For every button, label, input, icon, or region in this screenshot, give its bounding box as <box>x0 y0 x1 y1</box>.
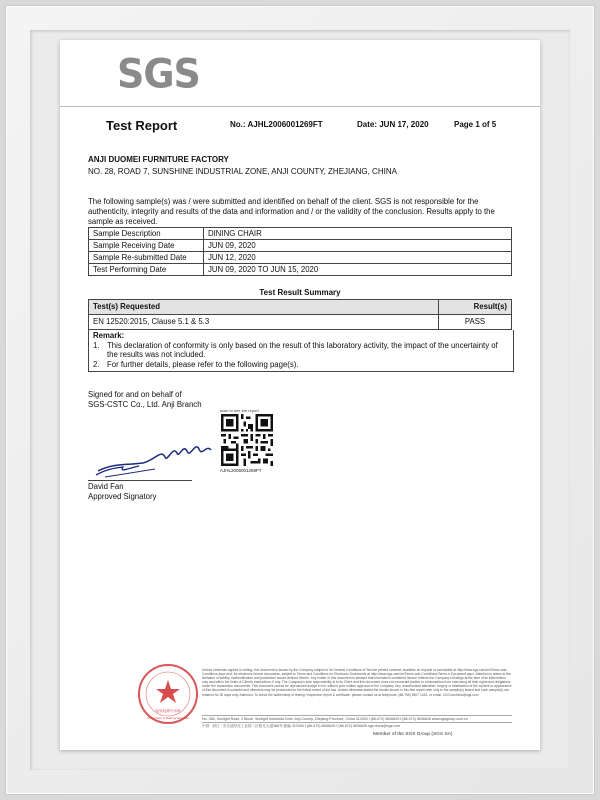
table-row <box>89 240 512 252</box>
remark-number: 2. <box>93 359 100 369</box>
page-number: Page 1 of 5 <box>454 120 497 129</box>
signatory-role: Approved Signatory <box>88 492 157 501</box>
remark-item <box>93 360 509 370</box>
sample-info-table <box>88 227 512 276</box>
table-header-row <box>89 300 512 315</box>
remark-item <box>93 341 509 360</box>
signatory-block <box>88 482 156 502</box>
footer-address-cn: 中国 · 浙江 · 安吉县阳光工业园二区阳光大道366号 邮编 313300 t (86-572) 5636625 f (86-572) 5636626 sgs.china@sgs.com <box>202 722 512 729</box>
summary-title: Test Result Summary <box>259 288 341 297</box>
report-number: No.: AJHL2006001269FT <box>230 120 323 129</box>
table-row <box>89 264 512 276</box>
remark-number: 1. <box>93 340 100 350</box>
client-company: ANJI DUOMEI FURNITURE FACTORY <box>88 155 229 164</box>
official-seal-stamp <box>137 663 199 725</box>
sgs-member-note: Member of the SGS Group (SGS SA) <box>373 732 453 737</box>
test-report-document <box>60 40 540 750</box>
result-summary-table <box>88 299 512 330</box>
stamp-ring-text: Inspection & Testing Services <box>147 716 189 720</box>
cell-label: Sample Re-submitted Date <box>89 252 204 264</box>
cell-label: Test Performing Date <box>89 264 204 276</box>
cell-value: DINING CHAIR <box>204 228 512 240</box>
footer-address-en: No. 366, Sunlight Road, 2 Block, Sunlight Industrial Zone, Anji County, Zhejiang Province, China 313300 t (86-572) 5636625 f (86-572) 5636626 www.sgsgroup.com.cn <box>202 715 512 721</box>
col-header-result: Result(s) <box>439 300 512 315</box>
remark-box <box>88 330 514 372</box>
qr-caption: scan to see the report <box>220 408 259 413</box>
terms-fine-print: Unless otherwise agreed in writing, this document is issued by the Company subject to its General Conditions of Service printed overleaf, available on request or accessible at http://www.sgs.com/en/Terms-and-Conditions.aspx and, for electronic format documents, subject to Terms and Conditions for Electronic Documents at http://www.sgs.com/en/Terms-and-Conditions/Terms-e-Document.aspx. Attention is drawn to the limitation of liability, indemnification and jurisdiction issues defined therein. Any holder of this document is advised that information contained hereon reflects the Company's findings at the time of its intervention only and within the limits of Client's instructions, if any. The Company's sole responsibility is to its Client and this document does not exonerate parties to a transaction from exercising all their rights and obligations under the transaction documents. This document cannot be reproduced except in full, without prior written approval of the Company. Any unauthorized alteration, forgery or falsification of the content or appearance of this document is unlawful and offenders may be prosecuted to the fullest extent of the law. Unless otherwise stated the results shown in this test report refer only to the sample(s) tested and such sample(s) are retained for 30 days only. Attention: To check the authenticity of testing / inspection report & certificate, please contact us at telephone: (86-755) 8307 1443, or email: CN.Doccheck@sgs.com <box>202 668 512 697</box>
remark-title: Remark: <box>93 331 125 340</box>
client-address: NO. 28, ROAD 7, SUNSHINE INDUSTRIAL ZONE, ANJI COUNTY, ZHEJIANG, CHINA <box>88 167 397 176</box>
table-row <box>89 315 512 330</box>
signed-on-behalf <box>88 390 202 410</box>
cell-test: EN 12520:2015, Clause 5.1 & 5.3 <box>89 315 439 330</box>
cell-value: JUN 09, 2020 TO JUN 15, 2020 <box>204 264 512 276</box>
cell-value: JUN 09, 2020 <box>204 240 512 252</box>
cell-value: JUN 12, 2020 <box>204 252 512 264</box>
qr-code-icon[interactable] <box>221 414 273 466</box>
cell-label: Sample Description <box>89 228 204 240</box>
signatory-name: David Fan <box>88 482 124 491</box>
sgs-logo: SGS <box>117 50 200 98</box>
signed-line-2: SGS-CSTC Co., Ltd. Anji Branch <box>88 400 202 409</box>
cell-label: Sample Receiving Date <box>89 240 204 252</box>
signed-line-1: Signed for and on behalf of <box>88 390 182 399</box>
table-row <box>89 252 512 264</box>
report-title: Test Report <box>106 118 178 133</box>
table-row <box>89 228 512 240</box>
header-divider <box>60 106 540 107</box>
signature-line <box>88 480 192 481</box>
qr-report-code: AJHL2006001269FT <box>220 468 262 473</box>
handwritten-signature <box>95 435 215 480</box>
intro-paragraph: The following sample(s) was / were submitted and identified on behalf of the client. SGS is not responsible for the authenticity, integrity and results of the data and information and / or the validity of the conclusion. Results apply to the sample as received. <box>88 197 495 226</box>
cell-result: PASS <box>439 315 512 330</box>
report-date: Date: JUN 17, 2020 <box>357 120 429 129</box>
stamp-center-text: 检验检测专用章 <box>155 709 181 713</box>
remark-text: For further details, please refer to the following page(s). <box>107 359 299 369</box>
col-header-test: Test(s) Requested <box>89 300 439 315</box>
remark-text: This declaration of conformity is only based on the result of this laboratory activity, the impact of the uncertainty of the results was not included. <box>107 340 498 359</box>
